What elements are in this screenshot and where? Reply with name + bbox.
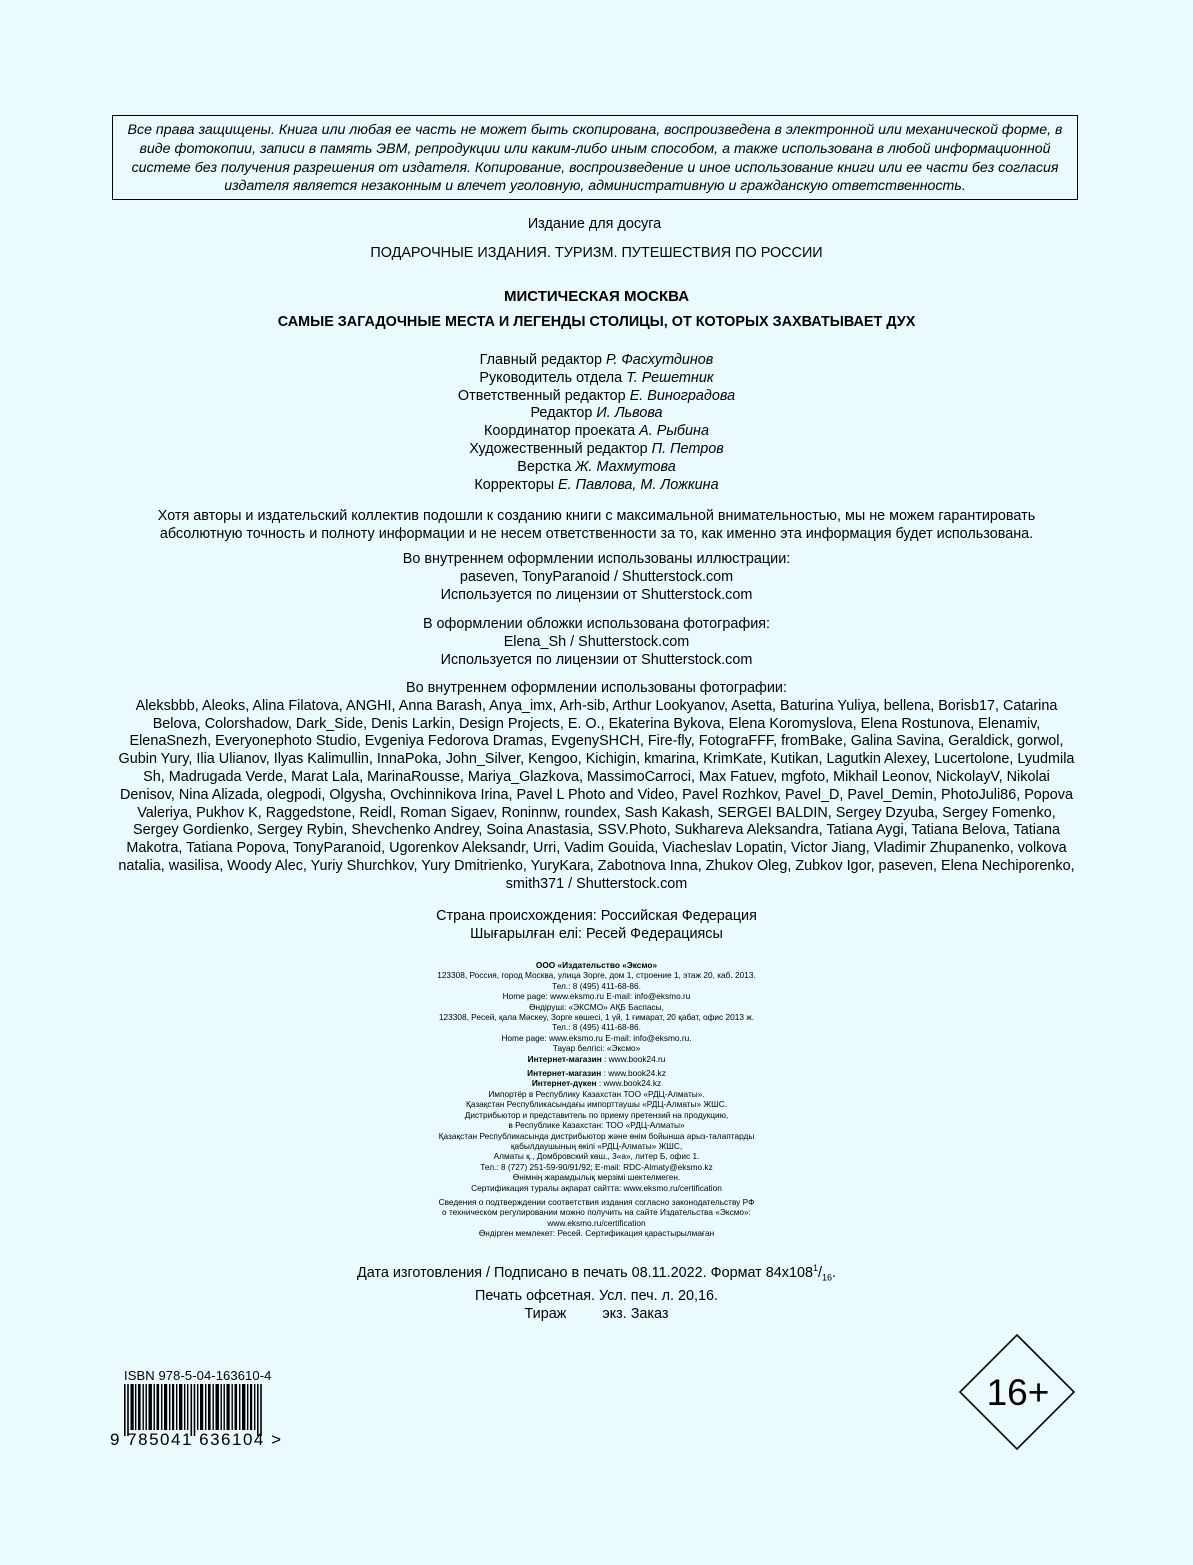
imprint-line: Дистрибьютор и представитель по приему претензий на продукцию, [464,1109,729,1120]
credits-line: Используется по лицензии от Shutterstock.com [440,651,753,668]
staff-row: Художественный редактор П. Петров [469,440,724,457]
print-info-line-3: Тираж экз. Заказ [524,1305,669,1322]
imprint-line: Сведения о подтверждении соответствия издания согласно законодательству РФ [438,1196,755,1207]
imprint-line: Өндіруші: «ЭКСМО» АҚБ Баспасы, [529,1001,664,1012]
print-info-line-2: Печать офсетная. Усл. печ. л. 20,16. [474,1287,719,1304]
imprint-line: Өнімнің жарамдылық мерзімі шектелмеген. [512,1172,681,1183]
imprint-line: Импортёр в Республику Казахстан ТОО «РДЦ-Алматы». [488,1088,705,1099]
staff-row: Ответственный редактор Е. Виноградова [457,387,736,404]
imprint-shop-kz: Интернет-магазин : www.book24.kz [527,1068,666,1079]
staff-row: Корректоры Е. Павлова, М. Ложкина [474,476,719,493]
imprint-line: қабылдаушының өкілі «РДЦ-Алматы» ЖШС, [510,1140,683,1151]
imprint-line: 123308, Россия, город Москва, улица Зорге, дом 1, строение 1, этаж 20, каб. 2013. [437,970,756,981]
publisher-name: ООО «Издательство «Эксмо» [535,960,658,970]
age-rating-badge [958,1333,1076,1451]
staff-row: Редактор И. Львова [530,405,663,422]
disclaimer-line: абсолютную точность и полноту информации и не несем ответственности за то, как именно эта информация будет использована. [159,525,1034,542]
disclaimer-line: Хотя авторы и издательский коллектив подошли к созданию книги с максимальной внимательностью, мы не можем гарантировать [157,508,1036,524]
country-of-origin [0,908,1193,944]
editorial-staff [0,352,1193,494]
print-info-line-1: Дата изготовления / Подписано в печать 08.11.2022. Формат $84x108^1/_{16}$. [357,1263,836,1283]
age-rating-text: 16+ [986,1372,1050,1413]
imprint-line: в Республике Казахстан: ТОО «РДЦ-Алматы» [508,1120,685,1131]
imprint-line: Home page: www.eksmo.ru E-mail: info@eksmo.ru [502,991,691,1002]
credits-line: Используется по лицензии от Shutterstock.com [440,586,753,603]
credits-line: Elena_Sh / Shutterstock.com [503,633,690,650]
book-subtitle: САМЫЕ ЗАГАДОЧНЫЕ МЕСТА И ЛЕГЕНДЫ СТОЛИЦЫ, ОТ КОТОРЫХ ЗАХВАТЫВАЕТ ДУХ [277,314,916,330]
imprint-shop-kz-2: Интернет-дүкен : www.book24.kz [531,1078,662,1089]
imprint-line: Қазақстан Республикасындағы импорттаушы «РДЦ-Алматы» ЖШС. [466,1099,727,1110]
isbn: ISBN 978-5-04-163610-4 [124,1368,272,1383]
series: ПОДАРОЧНЫЕ ИЗДАНИЯ. ТУРИЗМ. ПУТЕШЕСТВИЯ ПО РОССИИ [370,245,823,261]
imprint-line: 123308, Ресей, қала Мәскеу, Зорге көшесі, 1 үй, 1 ғимарат, 20 қабат, офис 2013 ж. [438,1012,755,1023]
credits-line: В оформлении обложки использована фотография: [422,616,771,632]
disclaimer [0,508,1193,544]
staff-row: Координатор проеката А. Рыбина [484,423,709,440]
credits-line: paseven, TonyParanoid / Shutterstock.com [459,568,734,585]
credits-line: Во внутреннем оформлении использованы иллюстрации: [402,551,791,567]
cover-credits [0,616,1193,669]
photo-credits [0,680,1193,894]
imprint-line: Алматы қ., Домбровский көш., 3«а», литер Б, офис 1. [493,1151,700,1162]
rights-notice: Все права защищены. Книга или любая ее часть не может быть скопирована, воспроизведена в электронной или механической форме, в виде фотокопии, записи в память ЭВМ, репродукции или каким-либо иным способом, а также использована в любой информационной системе без получения разрешения от издателя. Копирование, воспроизведение и иное использование книги или ее части без согласия издателя является незаконным и влечет уголовную, административную и гражданскую ответственность. [127,122,1063,195]
imprint-line: Сертификация туралы ақпарат сайтта: www.eksmo.ru/certification [471,1182,722,1193]
imprint-line: Қазақстан Республикасында дистрибьютор және өнім бойынша арыз-талаптарды [438,1130,755,1141]
imprint-line: Тауар белгісі: «Эксмо» [552,1043,641,1054]
book-title: МИСТИЧЕСКАЯ МОСКВА [503,288,690,305]
staff-row: Руководитель отдела Т. Решетник [479,369,714,386]
staff-row: Главный редактор Р. Фасхутдинов [479,352,714,368]
print-info [0,1259,1193,1323]
origin-line: Шығарылған елі: Ресей Федерациясы [470,925,723,942]
imprint-line: www.eksmo.ru/certification [547,1217,646,1228]
barcode-icon [124,1384,276,1436]
edition-type: Издание для досуга [527,216,662,232]
imprint-line: о техническом регулировании можно получить на сайте Издательства «Эксмо»: [442,1207,751,1218]
photo-credits-heading: Во внутреннем оформлении использованы фотографии: [406,680,787,696]
illustration-credits [0,551,1193,604]
imprint-line: Өндірген мемлекет: Ресей. Сертификация қарастырылмаған [478,1228,715,1239]
imprint-line: Home page: www.eksmo.ru E-mail: info@eksmo.ru. [501,1032,692,1043]
origin-line: Страна происхождения: Российская Федерация [436,908,757,924]
publisher-imprint [0,960,1193,1239]
staff-row: Верстка Ж. Махмутова [517,458,676,475]
imprint-line: Тел.: 8 (495) 411-68-86. [552,980,641,991]
rights-notice-box [112,115,1078,200]
imprint-line: Тел.: 8 (495) 411-68-86. [552,1022,641,1033]
imprint-line: Тел.: 8 (727) 251-59-90/91/92; E-mail: RDC-Almaty@eksmo.kz [480,1161,713,1172]
barcode-digits: 9 785041 636104 > [110,1430,283,1449]
imprint-shop-ru: Интернет-магазин : www.book24.ru [527,1053,666,1064]
photo-credits-list: Aleksbbb, Aleoks, Alina Filatova, ANGHI, Anna Barash, Anya_imx, Arh-sib, Arthur Lookyanov, Asetta, Baturina Yuliya, bellena, Borisb17, Catarina Belova, Colorshadow, Dark_Side, Denis Larkin, Design Projects, E. O., Ekaterina Bykova, Elena Koromyslova, Elena Rostunova, Elenamiv, ElenaSnezh, Everyonephoto Studio, Evgeniya Fedorova Dramas, EvgenySHCH, Fire-fly, FotograFFF, fromBake, Galina Savina, Geraldick, gorwol, Gubin Yury, Ilia Ulianov, Ilyas Kalimullin, InnaPoka, John_Silver, Kengoo, Kichigin, kmarina, KrimKate, Kutikan, Lagutkin Alexey, Lucertolone, Lyudmila Sh, Madrugada Verde, Marat Lala, MarinaRousse, Mariya_Glazkova, MassimoCarroci, Max Fatuev, mgfoto, Mikhail Leonov, NickolayV, Nikolai Denisov, Nina Alizada, olegpodi, Olgysha, Ovchinnikova Irina, Pavel L Photo and Video, Pavel Rozhkov, Pavel_D, Pavel_Demin, PhotoJuli86, Popova Valeriya, Pukhov K, Raggedstone, Reidl, Roman Sigaev, Roninnw, roundex, Sash Kakash, SERGEI BALDIN, Sergey Dzyuba, Sergey Fomenko, Sergey Gordienko, Sergey Rybin, Shevchenko Andrey, Soina Anastasia, SSV.Photo, Sukhareva Aleksandra, Tatiana Aygi, Tatiana Belova, Tatiana Makotra, Tatiana Popova, TonyParanoid, Ugorenkov Aleksandr, Urri, Vadim Gouida, Viacheslav Lopatin, Victor Jiang, Vladimir Zhupanenko, volkova natalia, wasilisa, Woody Alec, Yuriy Shurchkov, Yury Dmitrienko, YuryKara, Zabotnova Inna, Zhukov Oleg, Zubkov Igor, paseven, Elena Nechiporenko, smith371 / Shutterstock.com [118,697,1075,892]
